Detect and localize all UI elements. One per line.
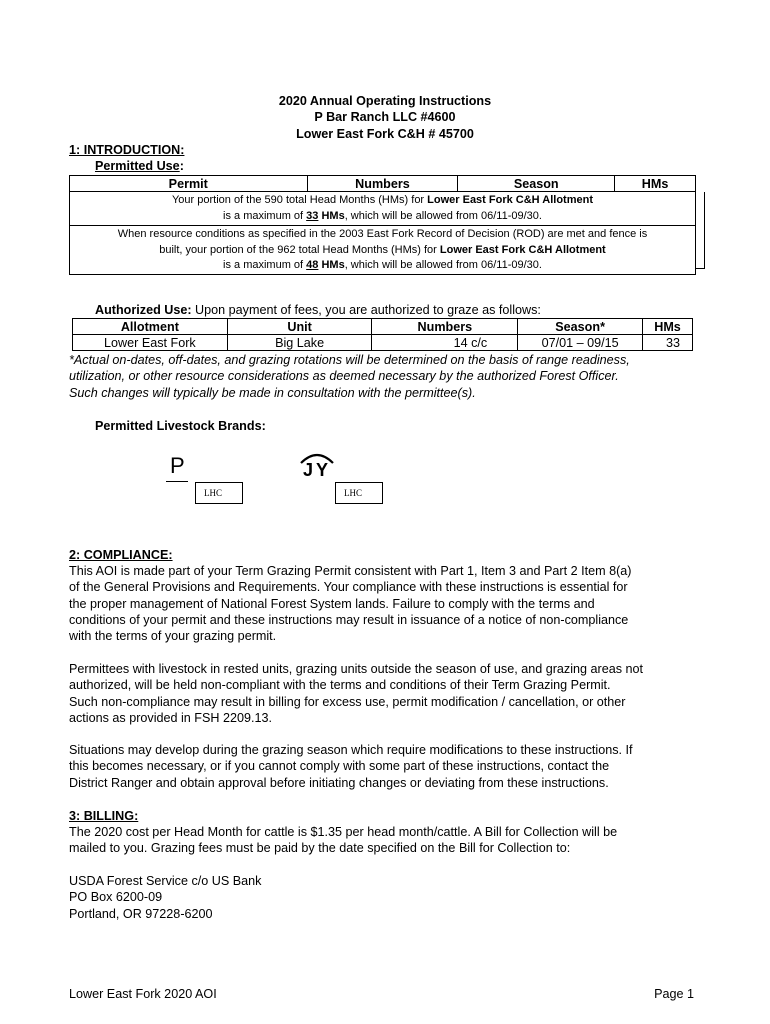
- text-line: authorized, will be held non-compliant with the terms and conditions of their Term Grazing Permit.: [69, 678, 611, 693]
- text-line: mailed to you. Grazing fees must be paid by the date specified on the Bill for Collection to:: [69, 841, 571, 856]
- text-line: of the General Provisions and Requirements. Your compliance with these instructions is essential for: [69, 580, 628, 595]
- permittee-name: P Bar Ranch LLC #4600: [314, 110, 456, 124]
- permit-text: is a maximum of: [223, 259, 307, 271]
- brand-location-box: LHC: [335, 482, 383, 504]
- column-header-hms: HMs: [643, 319, 693, 335]
- compliance-paragraph-3: [69, 742, 709, 791]
- text-line: District Ranger and obtain approval before initiating changes or deviating from these instructions.: [69, 775, 609, 790]
- text-line: this becomes necessary, or if you cannot comply with some part of these instructions, contact the: [69, 759, 610, 774]
- billing-paragraph: [69, 824, 709, 857]
- footnote-line: utilization, or other resource considerations as deemed necessary by the authorized Forest Officer.: [69, 369, 619, 384]
- permit-text: , which will be allowed from 06/11-09/30.: [344, 259, 542, 271]
- document-title: 2020 Annual Operating Instructions: [278, 94, 492, 108]
- footnote-line: Such changes will typically be made in consultation with the permittee(s).: [69, 385, 476, 400]
- permit-row-future: [70, 226, 696, 275]
- column-header-numbers: Numbers: [372, 319, 518, 335]
- livestock-brands-label: Permitted Livestock Brands:: [95, 419, 266, 433]
- column-header-numbers: Numbers: [307, 176, 458, 192]
- brand-location-box: LHC: [195, 482, 243, 504]
- season-footnote: [69, 352, 709, 401]
- hms-unit: HMs: [318, 259, 345, 271]
- brand-bar-line: [166, 481, 188, 482]
- p-bar-brand-icon: P: [170, 453, 185, 478]
- table-row: [73, 335, 693, 351]
- table-header-row: [70, 176, 696, 192]
- footer-document-name: Lower East Fork 2020 AOI: [69, 987, 217, 1001]
- permit-text: When resource conditions as specified in the 2003 East Fork Record of Decision (ROD) are met and fence is: [117, 228, 648, 241]
- authorized-use-text: Upon payment of fees, you are authorized to graze as follows:: [191, 303, 541, 317]
- permit-row-current: [70, 192, 696, 226]
- section-introduction-title: 1: INTRODUCTION:: [69, 143, 185, 157]
- permitted-use-colon: :: [179, 159, 184, 173]
- authorized-use-heading: [95, 302, 541, 318]
- column-header-permit: Permit: [70, 176, 308, 192]
- text-line: This AOI is made part of your Term Grazing Permit consistent with Part 1, Item 3 and Part 2 Item 8(a): [69, 564, 632, 578]
- permitted-use-heading: [95, 158, 184, 174]
- cell-season: 07/01 – 09/15: [518, 335, 643, 351]
- permitted-use-table: [69, 175, 696, 275]
- text-line: the proper management of National Forest System lands. Failure to comply with the terms and: [69, 596, 595, 611]
- permit-text: , which will be allowed from 06/11-09/30.: [344, 209, 542, 222]
- text-line: Situations may develop during the grazing season which require modifications to these instructions. If: [69, 743, 633, 757]
- footer-page-number: Page 1: [654, 987, 694, 1001]
- table-row: [70, 226, 696, 275]
- column-header-season: Season: [458, 176, 615, 192]
- text-line: actions as provided in FSH 2209.13.: [69, 710, 273, 725]
- hms-value: 33: [306, 209, 319, 222]
- column-header-allotment: Allotment: [73, 319, 228, 335]
- rocking-jy-brand-icon: JY: [303, 460, 332, 480]
- cell-allotment: Lower East Fork: [73, 335, 228, 351]
- cell-numbers: 14 c/c: [372, 335, 518, 351]
- column-header-season: Season*: [518, 319, 643, 335]
- address-line: Portland, OR 97228-6200: [69, 906, 213, 921]
- permit-text: is a maximum of: [223, 209, 307, 222]
- compliance-paragraph-2: [69, 661, 709, 726]
- section-compliance-title: 2: COMPLIANCE:: [69, 548, 173, 562]
- permitted-use-label: Permitted Use: [95, 159, 180, 173]
- allotment-name-bold: Lower East Fork C&H Allotment: [439, 243, 606, 256]
- cell-hms: 33: [643, 335, 693, 351]
- authorized-use-label: Authorized Use:: [95, 303, 192, 317]
- hms-unit: HMs: [318, 209, 345, 222]
- table-row: [70, 192, 696, 226]
- text-line: Permittees with livestock in rested units, grazing units outside the season of use, and grazing areas not: [69, 662, 644, 676]
- column-header-hms: HMs: [615, 176, 696, 192]
- text-line: conditions of your permit and these instructions may result in issuance of a notice of non-compliance: [69, 612, 629, 627]
- column-header-unit: Unit: [227, 319, 372, 335]
- allotment-name-bold: Lower East Fork C&H Allotment: [427, 194, 593, 206]
- billing-address: [69, 873, 709, 922]
- text-line: Such non-compliance may result in billing for excess use, permit modification / cancellation, or other: [69, 694, 626, 709]
- text-line: with the terms of your grazing permit.: [69, 629, 277, 644]
- section-billing-title: 3: BILLING:: [69, 809, 139, 823]
- allotment-name: Lower East Fork C&H # 45700: [296, 127, 474, 141]
- table-edge-line: [696, 192, 705, 269]
- authorized-use-table: [72, 318, 693, 351]
- address-line: PO Box 6200-09: [69, 890, 163, 905]
- footnote-line: *Actual on-dates, off-dates, and grazing rotations will be determined on the basis of range readiness,: [69, 353, 630, 367]
- table-header-row: [73, 319, 693, 335]
- address-line: USDA Forest Service c/o US Bank: [69, 874, 262, 888]
- hms-value: 48: [306, 259, 319, 271]
- text-line: The 2020 cost per Head Month for cattle is $1.35 per head month/cattle. A Bill for Collection will be: [69, 825, 618, 839]
- compliance-paragraph-1: [69, 563, 709, 644]
- cell-unit: Big Lake: [227, 335, 372, 351]
- permit-text: Your portion of the 590 total Head Months (HMs) for: [171, 194, 428, 206]
- permit-text: built, your portion of the 962 total Head Months (HMs) for: [159, 243, 440, 256]
